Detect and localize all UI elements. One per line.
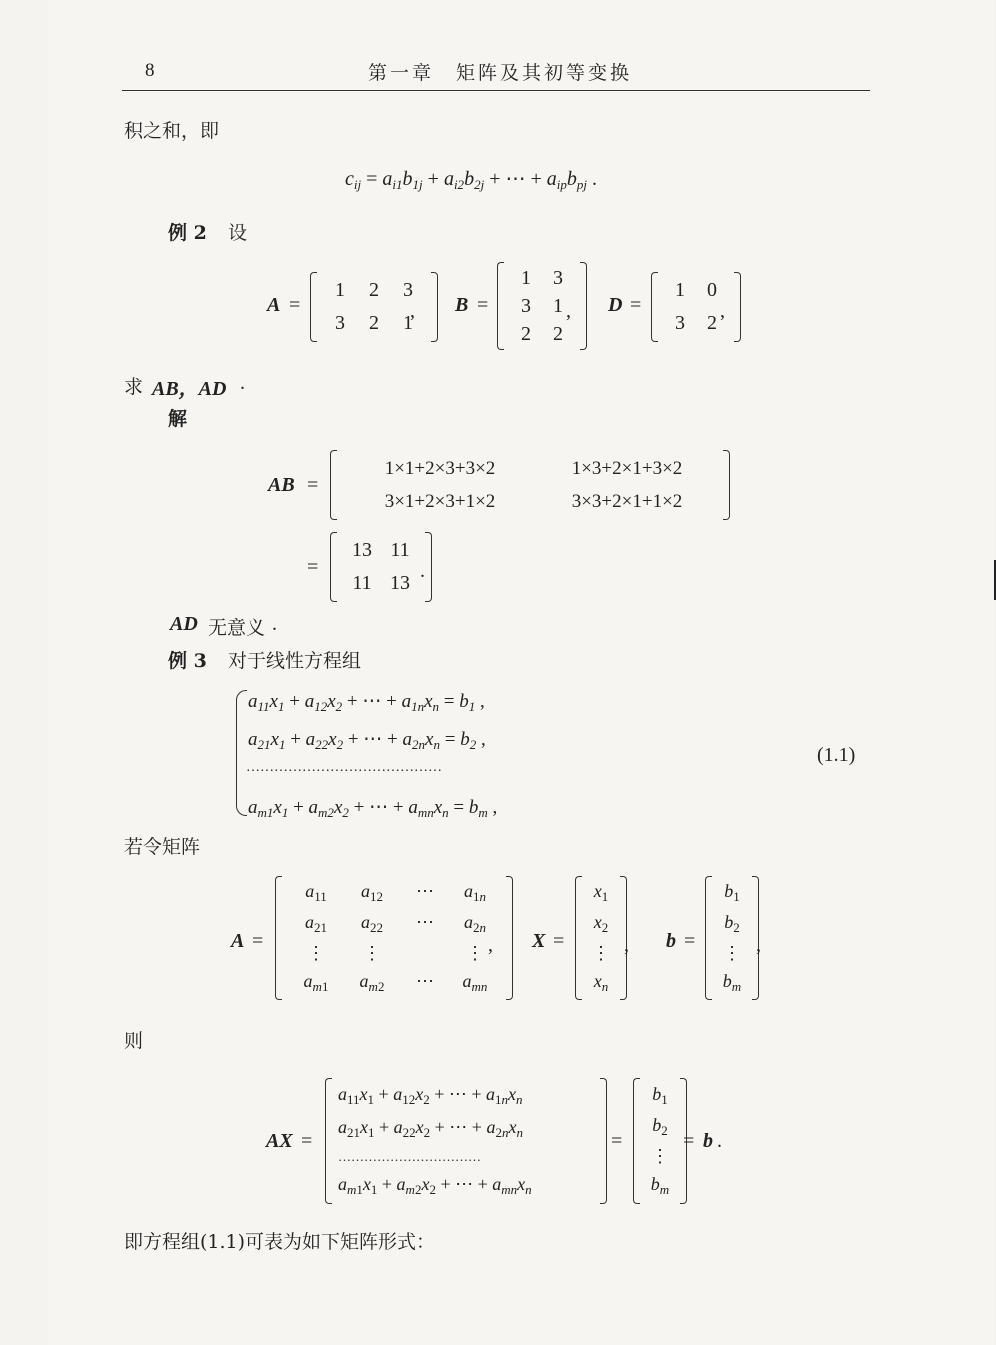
equals-sign: = <box>301 1130 313 1152</box>
matrix-B-label: B <box>455 294 469 316</box>
vector-b-rhs: $b_1$ $b_2$ ⋮ $b_m$ <box>633 1078 687 1204</box>
system-dots: …………………………………… <box>246 760 442 775</box>
intro-text: 积之和，即 <box>124 120 220 142</box>
chapter-title: 第一章 矩阵及其初等变换 <box>368 62 633 84</box>
matrix-AB-result: 13 11 11 13 <box>330 532 432 602</box>
comma: , <box>624 934 629 956</box>
matrix-A-label: A <box>267 294 281 316</box>
formula-cij: $c_{ij} = a_{i1}b_{1j} + a_{i2}b_{2j}$ + ⋯ + $a_{ip}b_{pj}$ . <box>345 168 597 192</box>
example-3-text: 对于线性方程组 <box>228 650 362 672</box>
AX-label: AX <box>266 1130 293 1152</box>
matrix-A: 1 2 3 3 2 1 <box>310 272 438 342</box>
matrix-AB-expanded: 1×1+2×3+3×2 1×3+2×1+3×2 3×1+2×3+1×2 3×3+2×1+1×2 <box>330 450 730 520</box>
equals-sign: = <box>553 930 565 952</box>
period: . <box>240 372 245 394</box>
period: . <box>272 613 277 635</box>
equals-sign: = <box>630 294 642 316</box>
equals-sign: = <box>684 930 696 952</box>
page-number: 8 <box>145 60 155 81</box>
period: . <box>420 560 425 582</box>
vector-b: $b_1$ $b_2$ ⋮ $b_m$ <box>705 876 759 1000</box>
equals-sign: = <box>477 294 489 316</box>
vector-b-label: b <box>666 930 676 952</box>
example-2-label: 例 2 <box>168 222 207 244</box>
solution-label: 解 <box>168 408 188 430</box>
matrix-AX-product: $a_{11}x_1 + a_{12}x_2$ + ⋯ + $a_{1n}x_n$ $a_{21}x_1 + a_{22}x_2$ + ⋯ + $a_{2n}x_n$ …………………………… $a_{m1}x_1 + a_{m2}x_2$ + ⋯ + $a_{mn}x_n$ <box>325 1078 607 1204</box>
matrix-A-general: $a_{11}$ $a_{12}$ ⋯ $a_{1n}$ $a_{21}$ $a_{22}$ ⋯ $a_{2n}$ ⋮ ⋮ ⋮ $a_{m1}$ $a_{m2}$ ⋯ $a_{mn}$ <box>275 876 513 1000</box>
let-matrix-text: 若令矩阵 <box>124 836 201 858</box>
ad-label: AD <box>170 613 198 635</box>
system-eq-1: $a_{11}x_1 + a_{12}x_2$ + ⋯ + $a_{1n}x_n = b_1$ , <box>248 691 485 714</box>
example-3-label: 例 3 <box>168 650 207 672</box>
matrix-B: 1 3 3 1 2 2 <box>497 262 587 350</box>
ask-items: AB，AD <box>152 378 227 400</box>
comma: , <box>756 934 761 956</box>
header-rule <box>122 90 870 91</box>
b-result: b <box>703 1130 713 1152</box>
equals-sign: = <box>683 1130 695 1152</box>
period: . <box>717 1130 722 1152</box>
ad-meaningless: 无意义 <box>208 617 266 639</box>
example-2-text: 设 <box>228 222 248 244</box>
matrix-AB-label: AB <box>268 474 295 496</box>
equals-sign: = <box>289 294 301 316</box>
then-text: 则 <box>124 1030 144 1052</box>
equals-sign: = <box>611 1130 623 1152</box>
equation-number: (1.1) <box>817 744 856 766</box>
comma: , <box>566 300 571 322</box>
comma: , <box>720 300 725 322</box>
equals-sign: = <box>307 556 319 578</box>
system-brace <box>236 690 247 816</box>
system-eq-m: $a_{m1}x_1 + a_{m2}x_2$ + ⋯ + $a_{mn}x_n = b_m$ , <box>248 797 498 820</box>
final-text: 即方程组(1.1)可表为如下矩阵形式： <box>124 1231 436 1253</box>
system-eq-2: $a_{21}x_1 + a_{22}x_2$ + ⋯ + $a_{2n}x_n = b_2$ , <box>248 729 486 752</box>
equals-sign: = <box>252 930 264 952</box>
matrix-A-general-label: A <box>231 930 245 952</box>
matrix-D-label: D <box>608 294 623 316</box>
vector-X-label: X <box>532 930 546 952</box>
equals-sign: = <box>307 474 319 496</box>
matrix-D: 1 0 3 2 <box>651 272 741 342</box>
ask-text: 求 <box>124 376 144 398</box>
comma: , <box>488 934 493 956</box>
comma: , <box>410 300 415 322</box>
vector-X: $x_1$ $x_2$ ⋮ $x_n$ <box>575 876 627 1000</box>
